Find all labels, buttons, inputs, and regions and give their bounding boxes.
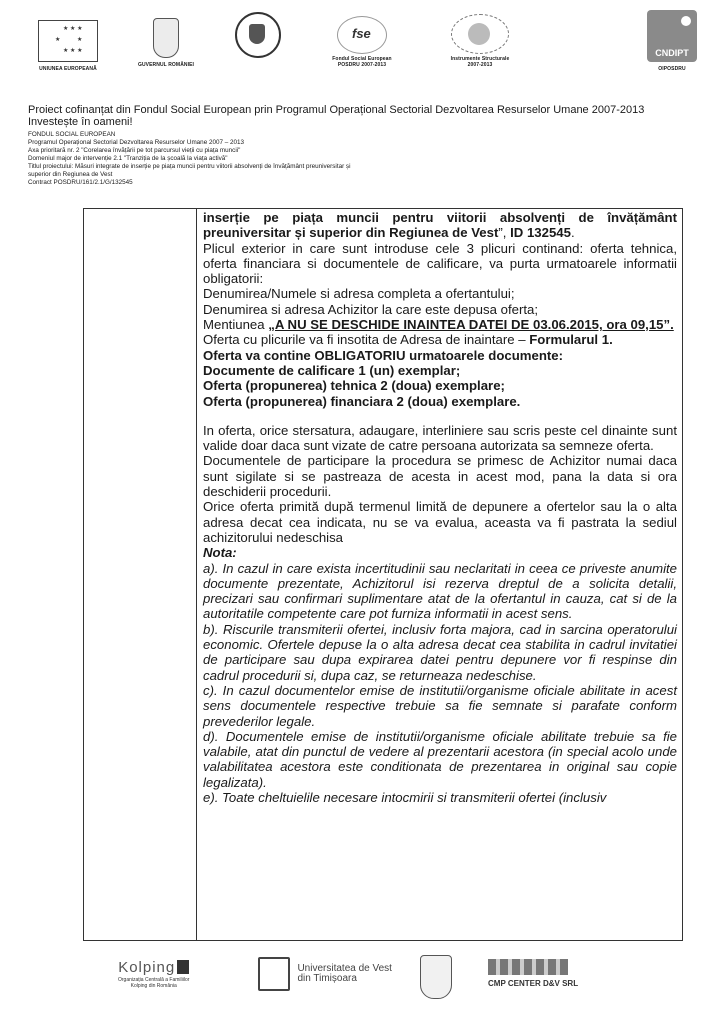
uvt-line-2: din Timișoara bbox=[297, 973, 357, 984]
nota-item-c: c). In cazul documentelor emise de institutii/organisme oficiale abilitate in acest sens documentele respective trebuie sa fie semnate si parafate conform prevederilor legale. bbox=[203, 682, 677, 729]
cndipt-mark: CNDIPT bbox=[655, 48, 689, 58]
uvt-icon bbox=[258, 957, 290, 991]
project-line-2: Investește în oameni! bbox=[28, 116, 133, 128]
mention-prefix: Mentiunea bbox=[203, 317, 269, 333]
uvt-line-1: Universitatea de Vest bbox=[297, 963, 392, 974]
project-details bbox=[28, 131, 468, 187]
project-banner bbox=[28, 104, 708, 128]
paragraph-corrections: In oferta, orice stersatura, adaugare, interliniere sau scris peste cel dinainte sunt valide doar daca sunt vizate de catre persoana autorizata sa semneze oferta. bbox=[203, 422, 677, 454]
paragraph-project-title: inserție pe piața muncii pentru viitorii absolvenți de învățământ preuniversitar și superior din Regiunea de Vest”, ID 132545. bbox=[203, 210, 677, 241]
timisoara-crest-icon bbox=[420, 955, 452, 999]
paragraph-technical-offer: Oferta (propunerea) tehnica 2 (doua) exemplare; bbox=[203, 378, 505, 394]
form-1-ref: Formularul 1. bbox=[529, 332, 613, 348]
paragraph-required-docs: Oferta va contine OBLIGATORIU urmatoarele documente: bbox=[203, 347, 564, 363]
logo-caption: Fondul Social European bbox=[332, 56, 392, 62]
footer-logo-row bbox=[118, 955, 678, 1015]
kolping-subtitle-2: Kolping din România bbox=[130, 983, 177, 989]
logo-caption: OIPOSDRU bbox=[658, 66, 686, 72]
header-logo-row bbox=[28, 10, 708, 82]
cndipt-logo bbox=[640, 10, 704, 72]
logo-caption-sub: POSDRU 2007-2013 bbox=[337, 62, 387, 68]
logo-caption: UNIUNEA EUROPEANĂ bbox=[39, 66, 97, 72]
paragraph-late-offers: Orice oferta primită după termenul limită de depunere a ofertelor sau la o alta adresa decat cea indicata, nu se va evalua, aceasta va fi pastrata la sediul achizitorului nedeschisa bbox=[203, 499, 677, 545]
paragraph-mention bbox=[203, 317, 677, 332]
cmp-bars-icon bbox=[488, 959, 568, 975]
project-id: ID 132545 bbox=[510, 225, 571, 241]
ministry-seal-logo bbox=[228, 10, 288, 60]
paragraph-financial-offer: Oferta (propunerea) financiara 2 (doua) exemplare. bbox=[203, 393, 521, 409]
fse-logo bbox=[312, 10, 412, 68]
seal-icon bbox=[235, 12, 281, 58]
document-body bbox=[203, 210, 677, 805]
uvt-logo bbox=[258, 957, 392, 991]
detail-line: superior din Regiunea de Vest bbox=[28, 171, 113, 178]
paragraph-sealed-docs: Documentele de participare la procedura se primesc de Achizitor numai daca sunt sigilate si se pastreaza de acesta in acest mod, pana la data si ora deschiderii procedurii. bbox=[203, 453, 677, 500]
logo-caption-sub: 2007-2013 bbox=[467, 62, 493, 68]
detail-line: FONDUL SOCIAL EUROPEAN bbox=[28, 131, 116, 138]
kolping-icon bbox=[177, 960, 189, 974]
detail-line: Axa prioritară nr. 2 "Corelarea învățării pe tot parcursul vieții cu piața muncii" bbox=[28, 147, 241, 154]
nota-item-e: e). Toate cheltuielile necesare intocmirii si transmiterii ofertei (inclusiv bbox=[203, 789, 607, 805]
paragraph-qualification-docs: Documente de calificare 1 (un) exemplar; bbox=[203, 362, 461, 378]
table-column-divider bbox=[196, 209, 197, 940]
mention-deadline: „A NU SE DESCHIDE INAINTEA DATEI DE 03.06.2015, ora 09,15”. bbox=[268, 317, 674, 333]
logo-caption: Instrumente Structurale bbox=[450, 56, 510, 62]
project-title-bold: inserție pe piața muncii pentru viitorii absolvenți de învățământ preuniversitar și superior din Regiunea de Vest bbox=[203, 210, 677, 241]
instrumente-structurale-icon bbox=[451, 14, 509, 54]
project-line-1: Proiect cofinanțat din Fondul Social European prin Programul Operațional Sectorial Dezvoltarea Resurselor Umane 2007-2013 bbox=[28, 104, 645, 116]
eu-flag-icon: ★ ★ ★ ★ ★ ★ ★ ★ bbox=[38, 20, 98, 62]
crest-icon bbox=[153, 18, 179, 58]
fse-icon: fse bbox=[337, 16, 387, 54]
logo-caption: GUVERNUL ROMÂNIEI bbox=[137, 62, 195, 68]
government-crest-logo bbox=[126, 10, 206, 68]
paragraph-cover-letter bbox=[203, 332, 677, 347]
detail-line: Domeniul major de intervenție 2.1 "Tranziția de la școală la viața activă" bbox=[28, 155, 228, 162]
paragraph-outer-envelope: Plicul exterior in care sunt introduse cele 3 plicuri continand: oferta tehnica, oferta financiara si documentele de calificare, va purta urmatoarele informatii obligatorii: bbox=[203, 240, 677, 287]
paragraph-buyer-address: Denumirea si adresa Achizitor la care este depusa oferta; bbox=[203, 301, 538, 317]
kolping-logo bbox=[118, 959, 189, 989]
detail-line: Titlul proiectului: Măsuri integrate de inserție pe piața muncii pentru viitorii absolvenți de învățământ preuniversitar și bbox=[28, 163, 351, 170]
cover-letter-prefix: Oferta cu plicurile va fi insotita de Adresa de inaintare – bbox=[203, 332, 530, 348]
nota-heading: Nota: bbox=[203, 545, 237, 561]
nota-item-a: a). In cazul in care exista incertitudinii sau neclaritati in ceea ce priveste anumite documente prezentate, Achizitorul isi rezerva dreptul de a solicita detalii, precizari sau confirmari suplimentare atat de la ofertantul in cauza, cat si de la autoritatile competente care pot furniza informatii in acest sens. bbox=[203, 560, 677, 622]
cmp-center-logo bbox=[488, 959, 578, 988]
eu-flag-logo bbox=[28, 10, 108, 72]
cmp-center-name: CMP CENTER D&V SRL bbox=[488, 979, 579, 988]
detail-line: Contract POSDRU/161/2.1/G/132545 bbox=[28, 179, 133, 186]
cndipt-icon bbox=[647, 10, 697, 62]
kolping-wordmark: Kolping bbox=[118, 959, 176, 976]
uvt-text bbox=[297, 964, 392, 984]
nota-item-d: d). Documentele emise de institutii/organisme oficiale abilitate trebuie sa fie valabile, atat din punctul de vedere al prezentarii acestora (in special acolo unde valabilitatea acestora este conditionata de prezentarea in original sau copie legalizata). bbox=[203, 728, 677, 790]
instrumente-structurale-logo bbox=[430, 10, 530, 68]
paragraph-bidder-name: Denumirea/Numele si adresa completa a ofertantului; bbox=[203, 286, 515, 302]
detail-line: Programul Operațional Sectorial Dezvoltarea Resurselor Umane 2007 – 2013 bbox=[28, 139, 244, 146]
nota-item-b: b). Riscurile transmiterii ofertei, inclusiv forta majora, cad in sarcina operatorului economic. Ofertele depuse la o alta adresa decat cea stabilita in cadrul invitatiei de participare sau dupa expirarea datei pentru depunere vor fi respinse din cadrul procedurii si, dupa caz, se returneaza nedeschise. bbox=[203, 621, 677, 683]
kolping-subtitle-1: Organizația Centrală a Familiilor bbox=[118, 977, 190, 983]
